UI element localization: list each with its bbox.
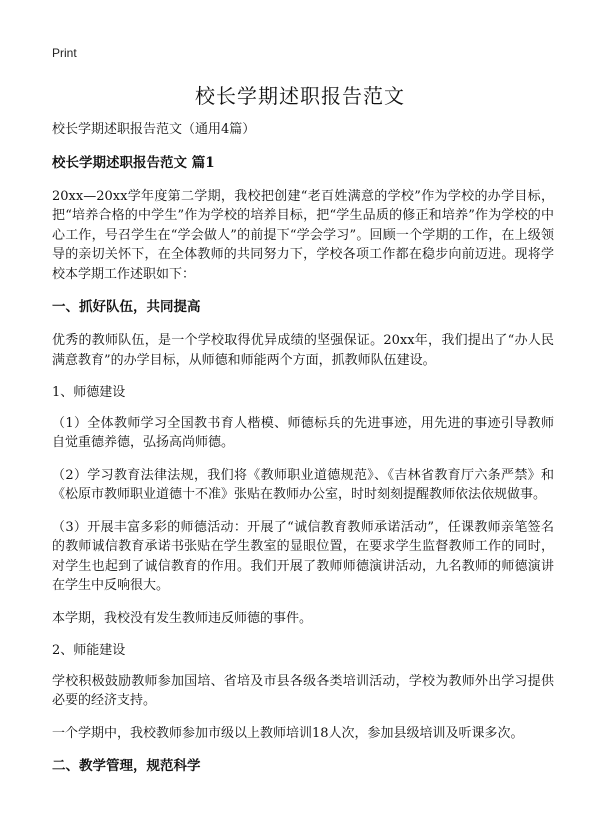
- no-violation-paragraph: 本学期，我校没有发生教师违反师德的事件。: [52, 610, 313, 626]
- document-subtitle: 校长学期述职报告范文（通用4篇）: [52, 122, 256, 137]
- heading-team: 一、抓好队伍，共同提高: [52, 299, 201, 315]
- team-paragraph: 优秀的教师队伍，是一个学校取得优异成绩的坚强保证。20xx年，我们提出了“办人民满意教育”的办学目标，从师德和师能两个方面，抓教师队伍建设。: [52, 333, 554, 368]
- training-paragraph: 学校积极鼓励教师参加国培、省培及市县各级各类培训活动，学校为教师外出学习提供必要的经济支持。: [52, 673, 554, 708]
- training-count-paragraph: 一个学期中，我校教师参加市级以上教师培训18人次，参加县级培训及听课多次。: [52, 725, 524, 741]
- subheading-ethics: 1、师德建设: [52, 385, 126, 400]
- ethics-item-1: （1）全体教师学习全国教书育人楷模、师德标兵的先进事迹，用先进的事迹引导教师自觉重德养德，弘扬高尚师德。: [52, 415, 554, 450]
- intro-paragraph: 20xx—20xx学年度第二学期，我校把创建“老百姓满意的学校”作为学校的办学目标，把“培养合格的中学生”作为学校的培养目标，把“学生品质的修正和培养”作为学校的中心工作，号召学生在“学会做人”的前提下“学会学习”。回顾一个学期的工作，在上级领导的亲切关怀下，在全体教师的共同努力下，学校各项工作都在稳步向前迈进。现将学校本学期工作述职如下：: [52, 188, 554, 282]
- document-body: [52, 120, 554, 790]
- section-heading: 校长学期述职报告范文 篇1: [52, 154, 215, 171]
- subheading-ability: 2、师能建设: [52, 643, 126, 658]
- ethics-item-3: （3）开展丰富多彩的师德活动：开展了“诚信教育教师承诺活动”，任课教师亲笔签名的教师诚信教育承诺书张贴在学生教室的显眼位置，在要求学生监督教师工作的同时，对学生也起到了诚信教育的作用。我们开展了教师师德演讲活动，九名教师的师德演讲在学生中反响很大。: [52, 519, 554, 593]
- document-title: 校长学期述职报告范文: [195, 84, 405, 108]
- heading-teaching: 二、教学管理，规范科学: [52, 758, 201, 774]
- ethics-item-2: （2）学习教育法律法规，我们将《教师职业道德规范》、《吉林省教育厅六条严禁》和《松原市教师职业道德十不准》张贴在教师办公室，时时刻刻提醒教师依法依规做事。: [52, 467, 554, 502]
- print-label: Print: [52, 46, 77, 60]
